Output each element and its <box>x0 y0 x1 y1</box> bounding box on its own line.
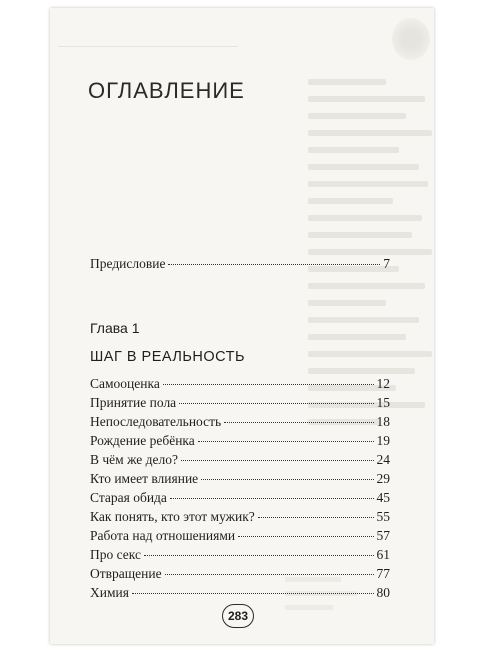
toc-entry[interactable] <box>90 509 390 529</box>
toc-entry[interactable] <box>90 395 390 415</box>
toc-entry-page: 12 <box>376 376 390 391</box>
toc-entry[interactable] <box>90 490 390 510</box>
dot-leader <box>198 441 374 442</box>
chapter-title: ШАГ В РЕАЛЬНОСТЬ <box>90 349 246 365</box>
toc-entry-label: Предисловие <box>90 256 166 271</box>
dot-leader <box>181 460 374 461</box>
toc-entry-label: Как понять, кто этот мужик? <box>90 509 255 524</box>
book-page <box>50 8 434 644</box>
dot-leader <box>144 555 374 556</box>
dot-leader <box>238 536 373 537</box>
toc-heading: ОГЛАВЛЕНИЕ <box>88 78 245 103</box>
toc-entry-page: 55 <box>376 509 390 524</box>
toc-entry[interactable] <box>90 585 390 605</box>
toc-entry-page: 77 <box>376 566 390 581</box>
toc-entry-page: 45 <box>376 490 390 505</box>
toc-entry-label: Самооценка <box>90 376 160 391</box>
toc-entry-label: В чём же дело? <box>90 452 178 467</box>
toc-entry-label: Про секс <box>90 547 141 562</box>
toc-entry-label: Кто имеет влияние <box>90 471 199 486</box>
toc-entry[interactable] <box>90 566 390 586</box>
dot-leader <box>132 593 374 594</box>
toc-entry-preface[interactable] <box>90 256 390 276</box>
dot-leader <box>179 403 373 404</box>
dot-leader <box>201 479 373 480</box>
toc-entry[interactable] <box>90 414 390 434</box>
toc-entry[interactable] <box>90 376 390 396</box>
dot-leader <box>258 517 374 518</box>
toc-entry-page: 57 <box>376 528 390 543</box>
toc-entry-label: Принятие пола <box>90 395 177 410</box>
toc-entry[interactable] <box>90 528 390 548</box>
toc-entry[interactable] <box>90 452 390 472</box>
toc-entry[interactable] <box>90 471 390 491</box>
dot-leader <box>168 264 380 265</box>
dot-leader <box>163 384 374 385</box>
dot-leader <box>224 422 373 423</box>
dot-leader <box>170 498 374 499</box>
library-stamp-mark <box>392 18 430 60</box>
toc-entry-label: Отвращение <box>90 566 162 581</box>
toc-entry-label: Рождение ребёнка <box>90 433 195 448</box>
toc-entry-page: 80 <box>376 585 390 600</box>
toc-entry-page: 15 <box>376 395 390 410</box>
toc-entry-label: Работа над отношениями <box>90 528 236 543</box>
dot-leader <box>165 574 374 575</box>
toc-entry-page: 19 <box>376 433 390 448</box>
toc-entry-page: 24 <box>376 452 390 467</box>
toc-entry-page: 18 <box>376 414 390 429</box>
toc-entry[interactable] <box>90 547 390 567</box>
toc-entry-page: 29 <box>376 471 390 486</box>
toc-entry-label: Старая обида <box>90 490 167 505</box>
toc-entry-page: 7 <box>383 256 390 271</box>
chapter-label: Глава 1 <box>90 320 140 336</box>
toc-entry-label: Химия <box>90 585 129 600</box>
page-number-badge: 283 <box>222 604 254 628</box>
top-divider <box>58 46 238 47</box>
toc-entry-page: 61 <box>376 547 390 562</box>
toc-entry[interactable] <box>90 433 390 453</box>
toc-entry-label: Непоследовательность <box>90 414 222 429</box>
